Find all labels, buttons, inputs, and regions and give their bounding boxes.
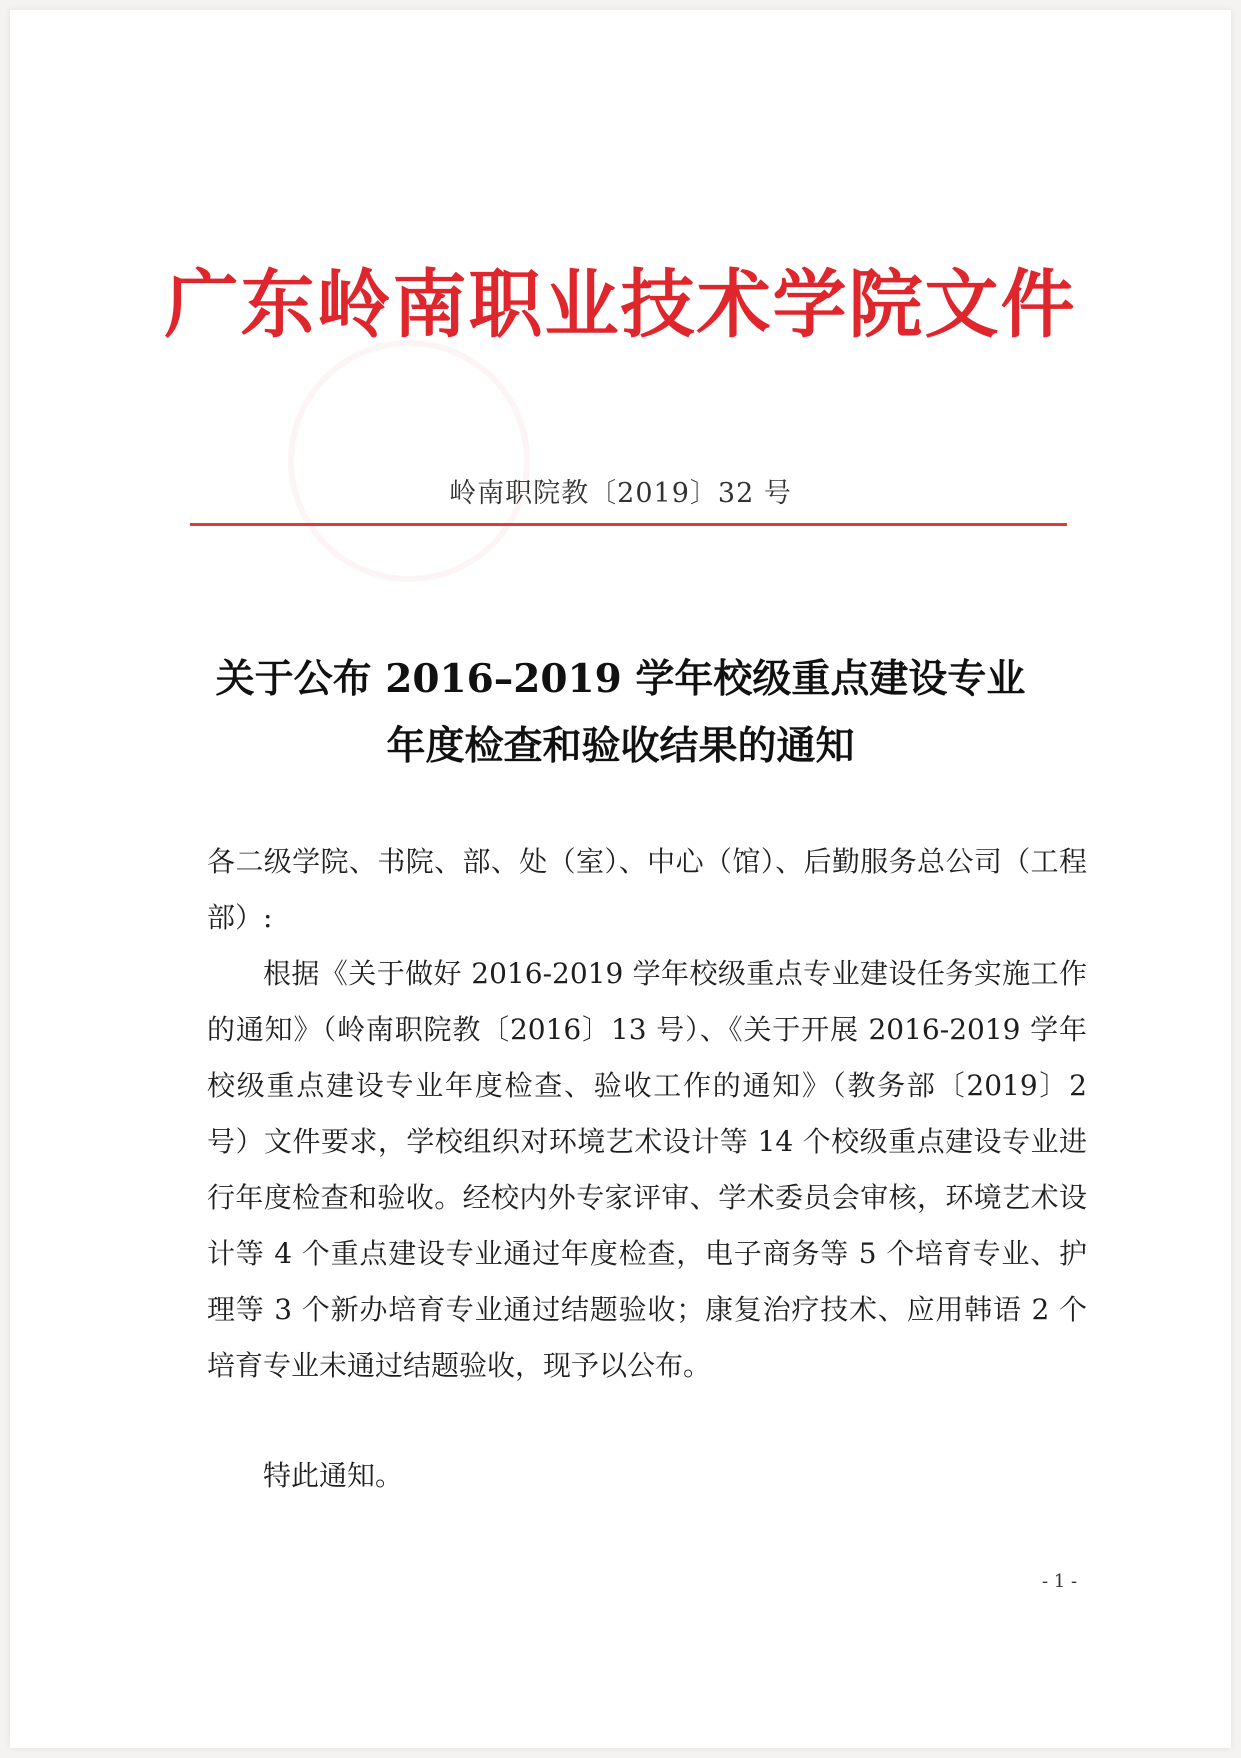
addressee: 各二级学院、书院、部、处（室）、中心（馆）、后勤服务总公司（工程部）: bbox=[207, 845, 1087, 934]
masthead-divider bbox=[190, 523, 1067, 526]
notice-title-line-1: 关于公布 2016–2019 学年校级重点建设专业 bbox=[215, 656, 1026, 702]
document-page bbox=[10, 10, 1231, 1748]
page-number: - 1 - bbox=[1042, 1571, 1078, 1592]
closing-remark: 特此通知。 bbox=[263, 1459, 404, 1492]
body-paragraph: 根据《关于做好 2016-2019 学年校级重点专业建设任务实施工作的通知》（岭南职院教〔2016〕13 号）、《关于开展 2016-2019 学年校级重点建设专业年度检查、验收工作的通知》（教务部〔2019〕2 号）文件要求，学校组织对环境艺术设计等 14 个校级重点建设专业进行年度检查和验收。经校内外专家评审、学术委员会审核，环境艺术设计等 4 个重点建设专业通过年度检查，电子商务等 5 个培育专业、护理等 3 个新办培育专业通过结题验收；康复治疗技术、应用韩语 2 个培育专业未通过结题验收，现予以公布。 bbox=[207, 957, 1087, 1382]
seal-watermark bbox=[288, 340, 530, 582]
notice-title-line-2: 年度检查和验收结果的通知 bbox=[386, 723, 855, 769]
document-number: 岭南职院教〔2019〕32 号 bbox=[449, 478, 792, 509]
document-masthead: 广东岭南职业技术学院文件 bbox=[164, 262, 1077, 348]
